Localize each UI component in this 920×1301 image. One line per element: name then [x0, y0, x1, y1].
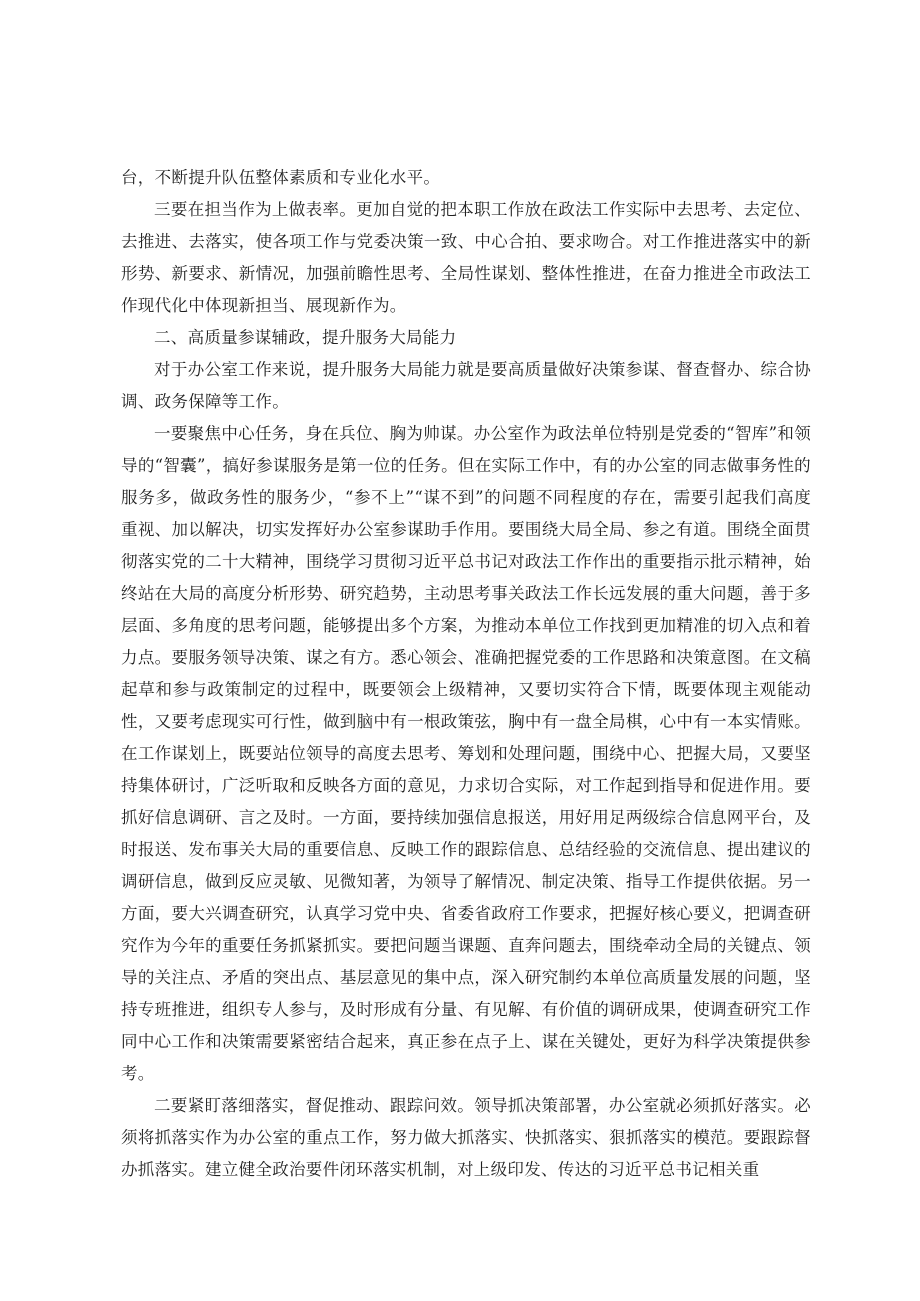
paragraph-point-two: 二要紧盯落细落实，督促推动、跟踪问效。领导抓决策部署，办公室就必须抓好落实。必须将抓落实作为办公室的重点工作，努力做大抓落实、快抓落实、狠抓落实的模范。要跟踪督办抓落实。建立健全政治要件闭环落实机制，对上级印发、传达的习近平总书记相关重 — [121, 1096, 811, 1179]
section-heading-two: 二、高质量参谋辅政，提升服务大局能力 — [154, 328, 457, 347]
document-body — [121, 162, 811, 1186]
paragraph-point-one: 一要聚焦中心任务，身在兵位、胸为帅谋。办公室作为政法单位特别是党委的“智库”和领导的“智囊”，搞好参谋服务是第一位的任务。但在实际工作中，有的办公室的同志做事务性的服务多，做政务性的服务少，“参不上”“谋不到”的问题不同程度的存在，需要引起我们高度重视、加以解决，切实发挥好办公室参谋助手作用。要围绕大局全局、参之有道。围绕全面贯彻落实党的二十大精神，围绕学习贯彻习近平总书记对政法工作作出的重要指示批示精神，始终站在大局的高度分析形势、研究趋势，主动思考事关政法工作长远发展的重大问题，善于多层面、多角度的思考问题，能够提出多个方案，为推动本单位工作找到更加精准的切入点和着力点。要服务领导决策、谋之有方。悉心领会、准确把握党委的工作思路和决策意图。在文稿起草和参与政策制定的过程中，既要领会上级精神，又要切实符合下情，既要体现主观能动性，又要考虑现实可行性，做到脑中有一根政策弦，胸中有一盘全局棋，心中有一本实情账。在工作谋划上，既要站位领导的高度去思考、筹划和处理问题，围绕中心、把握大局，又要坚持集体研讨，广泛听取和反映各方面的意见，力求切合实际，对工作起到指导和促进作用。要抓好信息调研、言之及时。一方面，要持续加强信息报送，用好用足两级综合信息网平台，及时报送、发布事关大局的重要信息、反映工作的跟踪信息、总结经验的交流信息、提出建议的调研信息，做到反应灵敏、见微知著，为领导了解情况、制定决策、指导工作提供依据。另一方面，要大兴调查研究，认真学习党中央、省委省政府工作要求，把握好核心要义，把调查研究作为今年的重要任务抓紧抓实。要把问题当课题、直奔问题去，围绕牵动全局的关键点、领导的关注点、矛盾的突出点、基层意见的集中点，深入研究制约本单位高质量发展的问题，坚持专班推进，组织专人参与，及时形成有分量、有见解、有价值的调研成果，使调查研究工作同中心工作和决策需要紧密结合起来，真正参在点子上、谋在关键处，更好为科学决策提供参考。 — [121, 424, 811, 1083]
paragraph-point-three: 三要在担当作为上做表率。更加自觉的把本职工作放在政法工作实际中去思考、去定位、去推进、去落实，使各项工作与党委决策一致、中心合拍、要求吻合。对工作推进落实中的新形势、新要求、新情况，加强前瞻性思考、全局性谋划、整体性推进，在奋力推进全市政法工作现代化中体现新担当、展现新作为。 — [121, 200, 811, 315]
paragraph-intro: 对于办公室工作来说，提升服务大局能力就是要高质量做好决策参谋、督查督办、综合协调、政务保障等工作。 — [121, 360, 811, 411]
paragraph-continuation: 台，不断提升队伍整体素质和专业化水平。 — [121, 168, 441, 187]
